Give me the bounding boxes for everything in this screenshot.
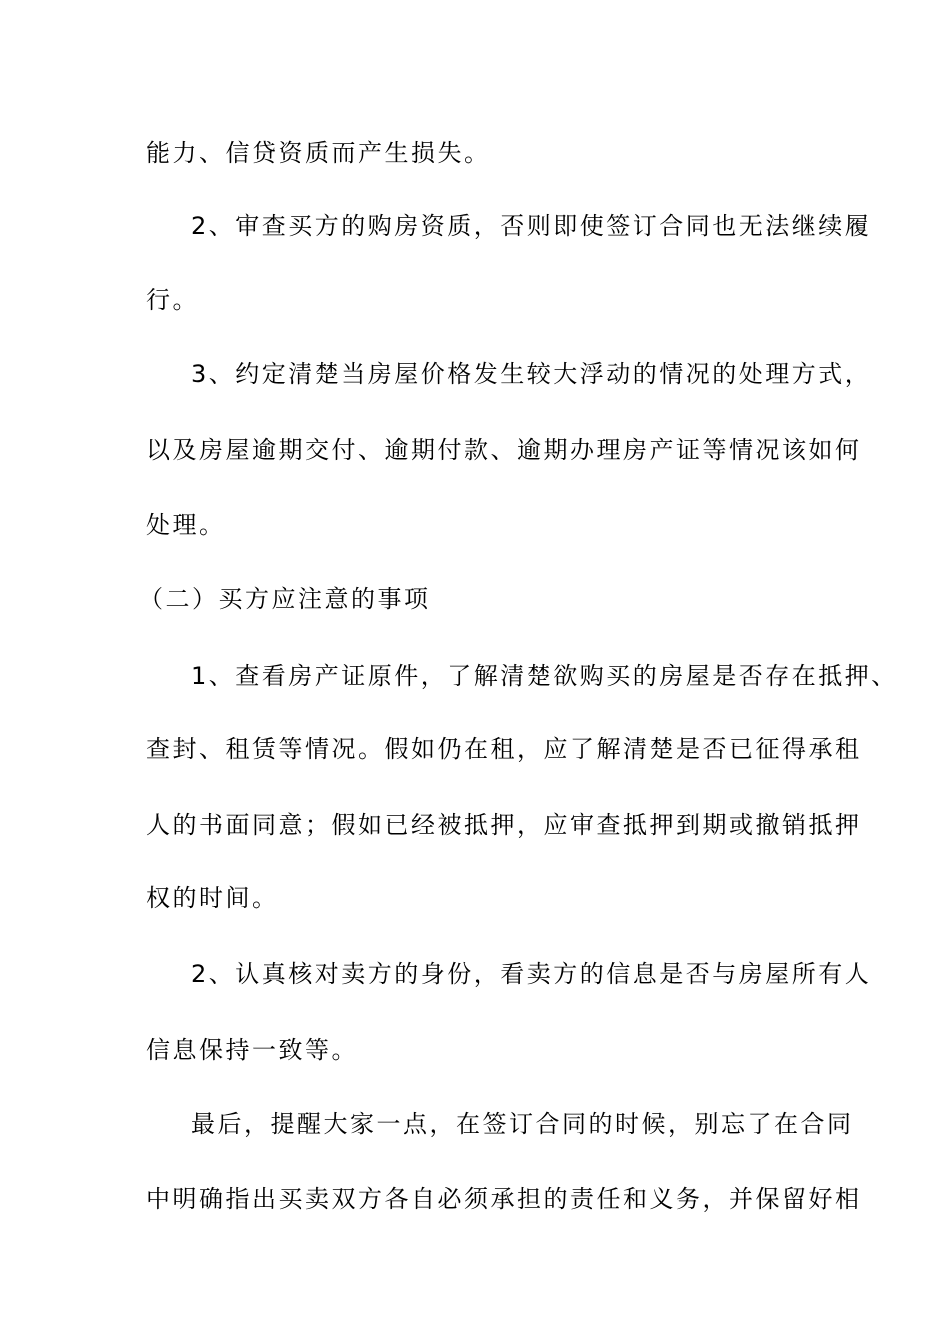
paragraph-line: 能力、信贷资质而产生损失。 xyxy=(146,139,491,167)
paragraph-line: 查封、租赁等情况。假如仍在租，应了解清楚是否已征得承租 xyxy=(146,735,862,763)
paragraph-line: 1、查看房产证原件，了解清楚欲购买的房屋是否存在抵押、 xyxy=(191,662,898,690)
paragraph-line: 2、审查买方的购房资质，否则即使签订合同也无法继续履 xyxy=(191,212,872,240)
paragraph-line: 人的书面同意；假如已经被抵押，应审查抵押到期或撤销抵押 xyxy=(146,811,862,839)
paragraph-line: 权的时间。 xyxy=(146,884,279,912)
paragraph-line: 信息保持一致等。 xyxy=(146,1036,358,1064)
paragraph-line: 最后，提醒大家一点，在签订合同的时候，别忘了在合同 xyxy=(191,1110,854,1138)
paragraph-line: 处理。 xyxy=(146,511,226,539)
paragraph-line: 以及房屋逾期交付、逾期付款、逾期办理房产证等情况该如何 xyxy=(146,436,862,464)
section-heading: （二）买方应注意的事项 xyxy=(139,585,431,613)
paragraph-line: 行。 xyxy=(146,286,199,314)
paragraph-line: 3、约定清楚当房屋价格发生较大浮动的情况的处理方式， xyxy=(191,360,872,388)
paragraph-line: 2、认真核对卖方的身份，看卖方的信息是否与房屋所有人 xyxy=(191,960,872,988)
paragraph-line: 中明确指出买卖双方各自必须承担的责任和义务，并保留好相 xyxy=(146,1185,862,1213)
